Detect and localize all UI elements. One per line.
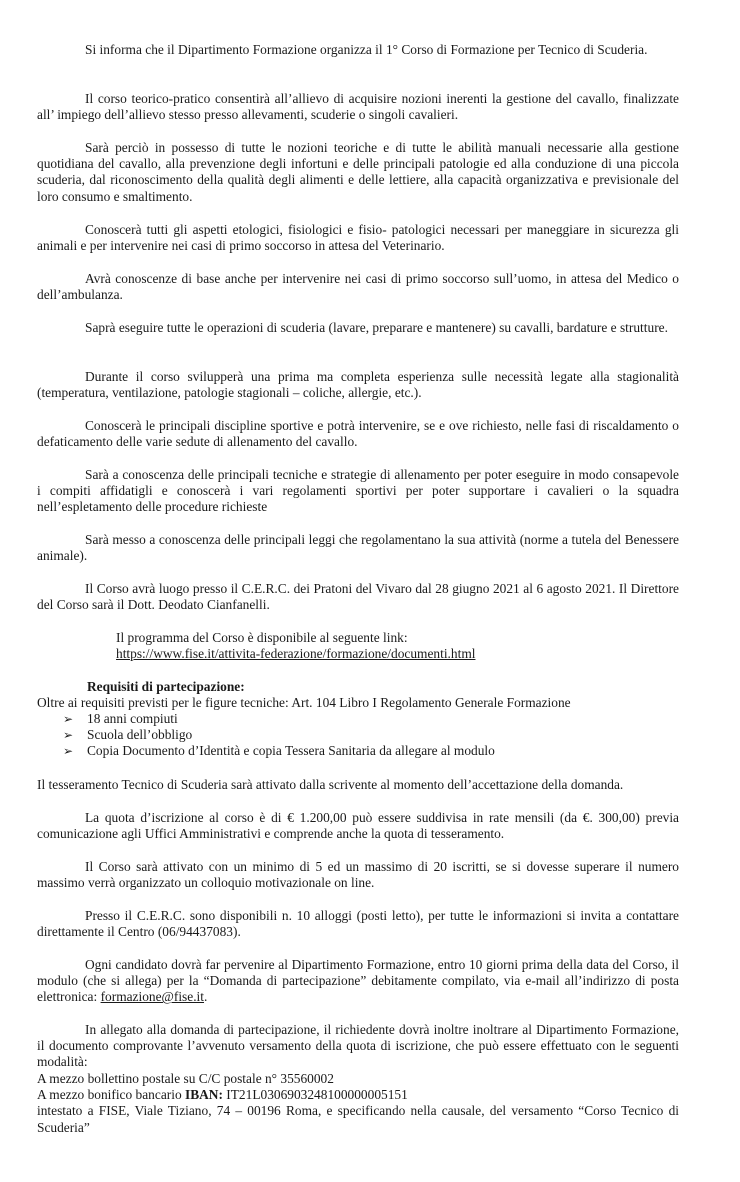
list-item: ➢ Scuola dell’obbligo [63, 727, 193, 743]
payment-beneficiary: intestato a FISE, Viale Tiziano, 74 – 00196 Roma, e specificando nella causale, del versamento “Corso Tecnico di Scuderia” [37, 1103, 679, 1135]
arrow-bullet-icon: ➢ [63, 744, 74, 759]
paragraph-seasonality: Durante il corso svilupperà una prima ma completa esperienza sulle necessità legate alla stagionalità (temperatura, ventilazione, patologie stagionali – coliche, allergie, etc.). [37, 369, 679, 401]
iban-label: IBAN: [184, 1087, 223, 1103]
paragraph-skills: Sarà perciò in possesso di tutte le nozioni teoriche e di tutte le abilità manuali necessarie alla gestione quotidiana del cavallo, alla prevenzione degli infortuni e delle principali patologie ed alla conduzione di una piccola scuderia, dal riconoscimento della qualità degli alimenti e delle lettiere, alla capacità organizzativa e previsionale del loro consumo e smaltimento. [37, 140, 679, 204]
paragraph-laws: Sarà messo a conoscenza delle principali leggi che regolamentano la sua attività (norme a tutela del Benessere animale). [37, 532, 679, 564]
arrow-bullet-icon: ➢ [63, 728, 74, 743]
program-text: Il programma del Corso è disponibile al seguente link: [116, 630, 408, 645]
paragraph-application: Ogni candidato dovrà far pervenire al Dipartimento Formazione, entro 10 giorni prima della data del Corso, il modulo (che si allega) per la “Domanda di partecipazione” debitamente compilato, via e-mail all’indirizzo di posta elettronica: formazione@fise.it. [37, 957, 679, 1005]
paragraph-location-dates: Il Corso avrà luogo presso il C.E.R.C. dei Pratoni del Vivaro dal 28 giugno 2021 al 6 agosto 2021. Il Direttore del Corso sarà il Dott. Deodato Cianfanelli. [37, 581, 679, 613]
requirements-section [37, 679, 679, 759]
arrow-bullet-icon: ➢ [63, 712, 74, 727]
paragraph-first-aid: Avrà conoscenze di base anche per intervenire nei casi di primo soccorso sull’uomo, in attesa del Medico o dell’ambulanza. [37, 271, 679, 303]
payment-postal: A mezzo bollettino postale su C/C postale n° 35560002 [37, 1071, 334, 1086]
program-link-block [37, 630, 679, 662]
paragraph-intro: Si informa che il Dipartimento Formazione organizza il 1° Corso di Formazione per Tecnico di Scuderia. [85, 42, 648, 57]
payment-bank: A mezzo bonifico bancario IBAN: IT21L0306903248100000005151 [37, 1087, 408, 1103]
requirements-list [37, 711, 679, 759]
paragraph-ethology: Conoscerà tutti gli aspetti etologici, fisiologici e fisio- patologici necessari per maneggiare in sicurezza gli animali e per intervenire nei casi di primo soccorso in attesa del Veterinario. [37, 222, 679, 254]
paragraph-training: Sarà a conoscenza delle principali tecniche e strategie di allenamento per poter eseguire in modo consapevole i compiti affidatigli e conoscerà i vari regolamenti sportivi per poter supportare i cavalieri o la squadra nell’espletamento delle procedure richieste [37, 467, 679, 515]
requirements-intro: Oltre ai requisiti previsti per le figure tecniche: Art. 104 Libro I Regolamento Generale Formazione [37, 695, 571, 711]
paragraph-course-description: Il corso teorico-pratico consentirà all’allievo di acquisire nozioni inerenti la gestione del cavallo, finalizzate all’ impiego dell’allievo stesso presso allevamenti, scuderie o singoli cavalieri. [37, 91, 679, 123]
paragraph-membership: Il tesseramento Tecnico di Scuderia sarà attivato dalla scrivente al momento dell’accettazione della domanda. [37, 777, 624, 792]
paragraph-fee: La quota d’iscrizione al corso è di € 1.200,00 può essere suddivisa in rate mensili (da €. 300,00) previa comunicazione agli Uffici Amministrativi e comprende anche la quota di tesseramento. [37, 810, 679, 842]
paragraph-lodging: Presso il C.E.R.C. sono disponibili n. 10 alloggi (posti letto), per tutte le informazioni si invita a contattare direttamente il Centro (06/94437083). [37, 908, 679, 940]
program-link[interactable]: https://www.fise.it/attivita-federazione/formazione/documenti.html [116, 646, 476, 662]
paragraph-min-max: Il Corso sarà attivato con un minimo di 5 ed un massimo di 20 iscritti, se si dovesse superare il numero massimo verrà organizzato un colloquio motivazionale on line. [37, 859, 679, 891]
email-link[interactable]: formazione@fise.it [100, 989, 205, 1005]
payment-methods [37, 1071, 679, 1136]
iban-value: IT21L0306903248100000005151 [222, 1087, 408, 1103]
requirements-title: Requisiti di partecipazione: [87, 679, 245, 694]
paragraph-operations: Saprà eseguire tutte le operazioni di scuderia (lavare, preparare e mantenere) su cavalli, bardature e strutture. [85, 320, 668, 335]
list-item: ➢ 18 anni compiuti [63, 711, 178, 727]
list-item: ➢ Copia Documento d’Identità e copia Tessera Sanitaria da allegare al modulo [63, 743, 495, 759]
paragraph-payment: In allegato alla domanda di partecipazione, il richiedente dovrà inoltre inoltrare al Dipartimento Formazione, il documento comprovante l’avvenuto versamento della quota di iscrizione, che può essere effettuato con le seguenti modalità: [37, 1022, 679, 1070]
paragraph-disciplines: Conoscerà le principali discipline sportive e potrà intervenire, se e ove richiesto, nelle fasi di riscaldamento o defaticamento delle varie sedute di allenamento del cavallo. [37, 418, 679, 450]
